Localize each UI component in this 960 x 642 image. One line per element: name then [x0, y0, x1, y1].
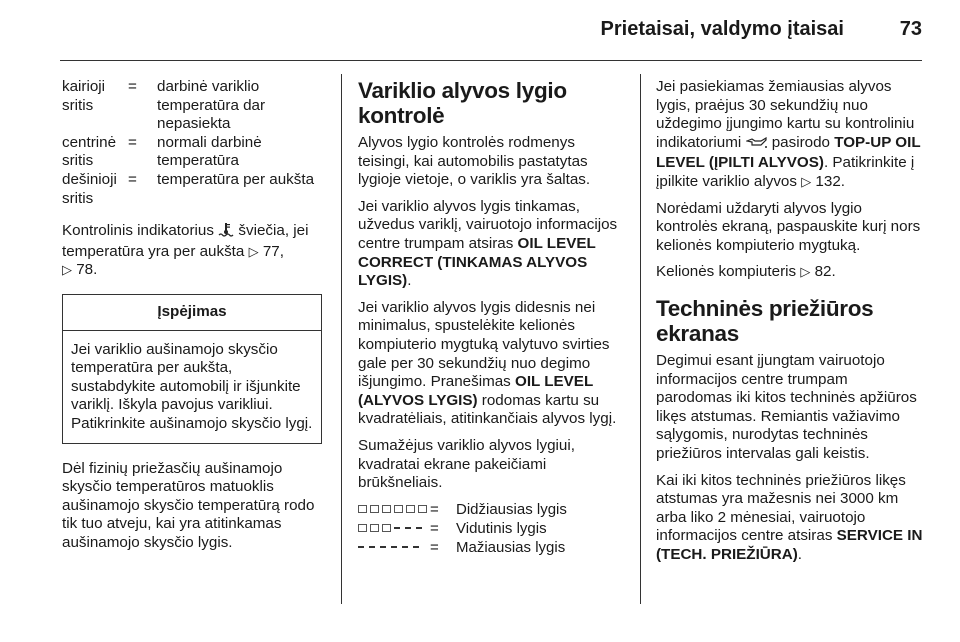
column-left: [62, 78, 324, 560]
warning-title: Įspėjimas: [63, 295, 321, 331]
definition-term: dešinioji sritis: [62, 170, 117, 207]
definition-equals: =: [128, 133, 137, 151]
message-service-in: SERVICE IN (TECH. PRIEŽIŪRA): [656, 527, 923, 563]
oil-level-mid-symbol: [358, 520, 430, 539]
definition-term: centrinė sritis: [62, 133, 117, 170]
oil-level-row: = Vidutinis lygis: [358, 520, 624, 539]
section-heading-oil-level: Variklio alyvos lygio kontrolė: [358, 78, 567, 128]
paragraph: Kai iki kitos techninės priežiūros likęs atstumas yra mažesnis nei 3000 km arba liko 2 mėnesiai, vairuotojo informacijos centre atsiras SERVICE IN (TECH. PRIEŽIŪRA).: [656, 471, 923, 563]
page-header: [60, 0, 922, 61]
definition-equals: =: [128, 78, 137, 95]
message-oil-level: OIL LEVEL (ALYVOS LYGIS): [358, 373, 593, 409]
page-ref-132[interactable]: 132.: [815, 172, 845, 190]
page-ref-icon[interactable]: ▷: [62, 262, 72, 278]
column-divider: [341, 74, 342, 604]
page-title: Prietaisai, valdymo įtaisai: [600, 18, 844, 40]
paragraph: Jei variklio alyvos lygis tinkamas, užvedus variklį, vairuotojo informacijos centre trumpam atsiras OIL LEVEL CORRECT (TINKAMAS ALYVOS LYGIS).: [358, 197, 618, 290]
page-ref-77[interactable]: 77,: [262, 242, 284, 260]
definition-row: [62, 171, 324, 208]
page-ref-icon[interactable]: ▷: [800, 264, 811, 280]
column-divider: [640, 74, 641, 604]
definition-desc: temperatūra per aukšta: [157, 170, 315, 188]
oil-level-label: Mažiausias lygis: [456, 538, 566, 556]
warning-box: [62, 294, 322, 444]
page-ref-78[interactable]: 78.: [76, 261, 98, 279]
definition-row: [62, 134, 324, 171]
definition-desc: darbinė variklio temperatūra dar nepasiekta: [157, 78, 266, 133]
definition-desc: normali darbinė temperatūra: [157, 133, 262, 170]
page-ref-82[interactable]: 82.: [814, 263, 836, 281]
definition-term: kairioji sritis: [62, 78, 106, 114]
definition-row: [62, 78, 324, 134]
page-ref-icon[interactable]: ▷: [248, 243, 259, 259]
column-middle: [358, 78, 624, 564]
warning-body: Jei variklio aušinamojo skysčio temperatūra per aukšta, sustabdykite automobilį ir išjunkite variklį. Iškyla pavojus varikliui. Patikrinkite aušinamojo skysčio lygį.: [71, 340, 313, 432]
oil-level-row: = Mažiausias lygis: [358, 539, 624, 558]
oil-level-max-symbol: [358, 501, 430, 520]
paragraph: Alyvos lygio kontrolės rodmenys teisingi, kai automobilis pastatytas lygioje vietoje, o variklis yra šaltas.: [358, 134, 591, 189]
message-top-up-oil-level: TOP-UP OIL LEVEL (ĮPILTI ALYVOS): [656, 133, 921, 172]
oil-level-label: Didžiausias lygis: [456, 500, 567, 518]
page-number: 73: [899, 18, 922, 40]
oil-level-min-symbol: [358, 539, 430, 558]
definition-equals: =: [128, 170, 137, 188]
paragraph: Sumažėjus variklio alyvos lygiui, kvadratai ekrane pakeičiami brūkšneliais.: [358, 436, 575, 492]
closing-paragraph: Dėl fizinių priežasčių aušinamojo skysčio temperatūros matuoklis aušinamojo skysčio temperatūrą rodo tik tuo atveju, kai yra atitinkamas aušinamojo skysčio lygis.: [62, 459, 315, 551]
paragraph: Jei pasiekiamas žemiausias alyvos lygis, praėjus 30 sekundžių nuo uždegimo įjungimo kartu su kontroliniu indikatoriumi pasirodo TOP-UP OIL LEVEL (ĮPILTI ALYVOS). Patikrinkite į įpilkite variklio alyvos ▷ 132.: [656, 78, 921, 190]
oil-level-row: = Didžiausias lygis: [358, 501, 624, 520]
section-heading-service-display: Techninės priežiūros ekranas: [656, 295, 874, 346]
paragraph: Kelionės kompiuteris ▷ 82.: [656, 263, 836, 281]
temperature-definition-table: [62, 78, 324, 208]
paragraph: Jei variklio alyvos lygis didesnis nei minimalus, spustelėkite kelionės kompiuterio mygtuką valytuvo svirties gale per 30 sekundžių nuo degimo išjungimo. Pranešimas OIL LEVEL (ALYVOS LYGIS) rodomas kartu su kvadratėliais, atitinkančiais alyvos lygį.: [358, 298, 617, 428]
oil-level-legend: [358, 501, 624, 558]
message-oil-level-correct: OIL LEVEL CORRECT (TINKAMAS ALYVOS LYGIS): [358, 234, 596, 290]
coolant-temperature-icon: [218, 223, 234, 243]
oil-can-icon: [746, 136, 768, 155]
page-ref-icon[interactable]: ▷: [801, 173, 812, 189]
paragraph: Degimui esant įjungtam vairuotojo informacijos centre trumpam parodomas iki kitos techninės apžiūros likęs atstumas. Remiantis važiavimo sąlygomis, nurodytas techninės priežiūros intervalas gali keistis.: [656, 351, 917, 462]
oil-level-label: Vidutinis lygis: [456, 519, 547, 537]
indicator-paragraph: Kontrolinis indikatorius šviečia, jei temperatūra yra per aukšta ▷ 77, ▷ 78.: [62, 222, 309, 279]
column-right: [656, 78, 924, 572]
paragraph: Norėdami uždaryti alyvos lygio kontrolės ekraną, paspauskite kurį nors kelionės kompiuterio mygtuką.: [656, 199, 921, 254]
